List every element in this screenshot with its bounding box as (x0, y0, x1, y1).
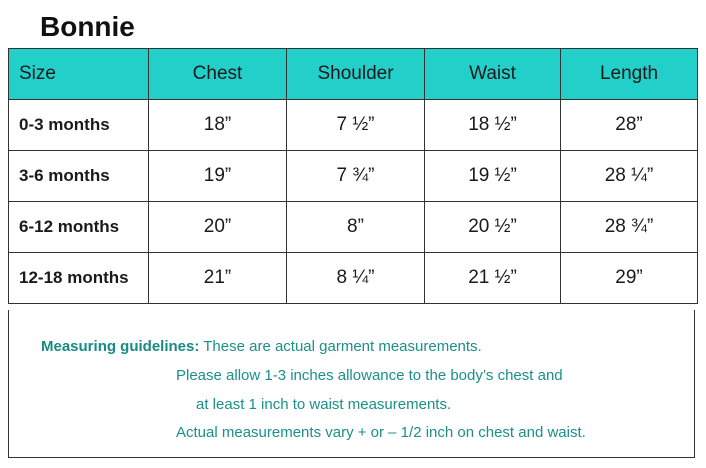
guidelines-text-1: These are actual garment measurements. (199, 338, 482, 355)
shoulder-cell: 7 ½” (287, 100, 425, 151)
chest-cell: 20” (149, 202, 287, 253)
size-cell: 6-12 months (9, 202, 149, 253)
size-cell: 3-6 months (9, 151, 149, 202)
chest-cell: 18” (149, 100, 287, 151)
header-length: Length (561, 49, 698, 100)
shoulder-cell: 8 ¼” (287, 253, 425, 304)
header-waist: Waist (425, 49, 561, 100)
length-cell: 29” (561, 253, 698, 304)
size-chart-table (8, 48, 698, 304)
page-title: Bonnie (40, 11, 135, 42)
waist-cell: 21 ½” (425, 253, 561, 304)
table-row (9, 202, 698, 253)
guidelines-line-3: at least 1 inch to waist measurements. (196, 396, 452, 413)
size-cell: 0-3 months (9, 100, 149, 151)
header-size: Size (9, 49, 149, 100)
chest-cell: 21” (149, 253, 287, 304)
header-shoulder: Shoulder (287, 49, 425, 100)
shoulder-cell: 8” (287, 202, 425, 253)
waist-cell: 19 ½” (425, 151, 561, 202)
header-chest: Chest (149, 49, 287, 100)
guidelines-label: Measuring guidelines: (41, 338, 200, 355)
length-cell: 28 ¾” (561, 202, 698, 253)
header-row (9, 49, 698, 100)
waist-cell: 20 ½” (425, 202, 561, 253)
waist-cell: 18 ½” (425, 100, 561, 151)
chest-cell: 19” (149, 151, 287, 202)
table-row (9, 100, 698, 151)
shoulder-cell: 7 ¾” (287, 151, 425, 202)
length-cell: 28” (561, 100, 698, 151)
length-cell: 28 ¼” (561, 151, 698, 202)
guidelines-line-2: Please allow 1-3 inches allowance to the body’s chest and (176, 367, 563, 384)
table-row (9, 253, 698, 304)
table-row (9, 151, 698, 202)
guidelines-line-1 (41, 338, 482, 355)
guidelines-line-4: Actual measurements vary + or – 1/2 inch on chest and waist. (176, 424, 586, 441)
size-cell: 12-18 months (9, 253, 149, 304)
measuring-guidelines-box (8, 310, 695, 458)
